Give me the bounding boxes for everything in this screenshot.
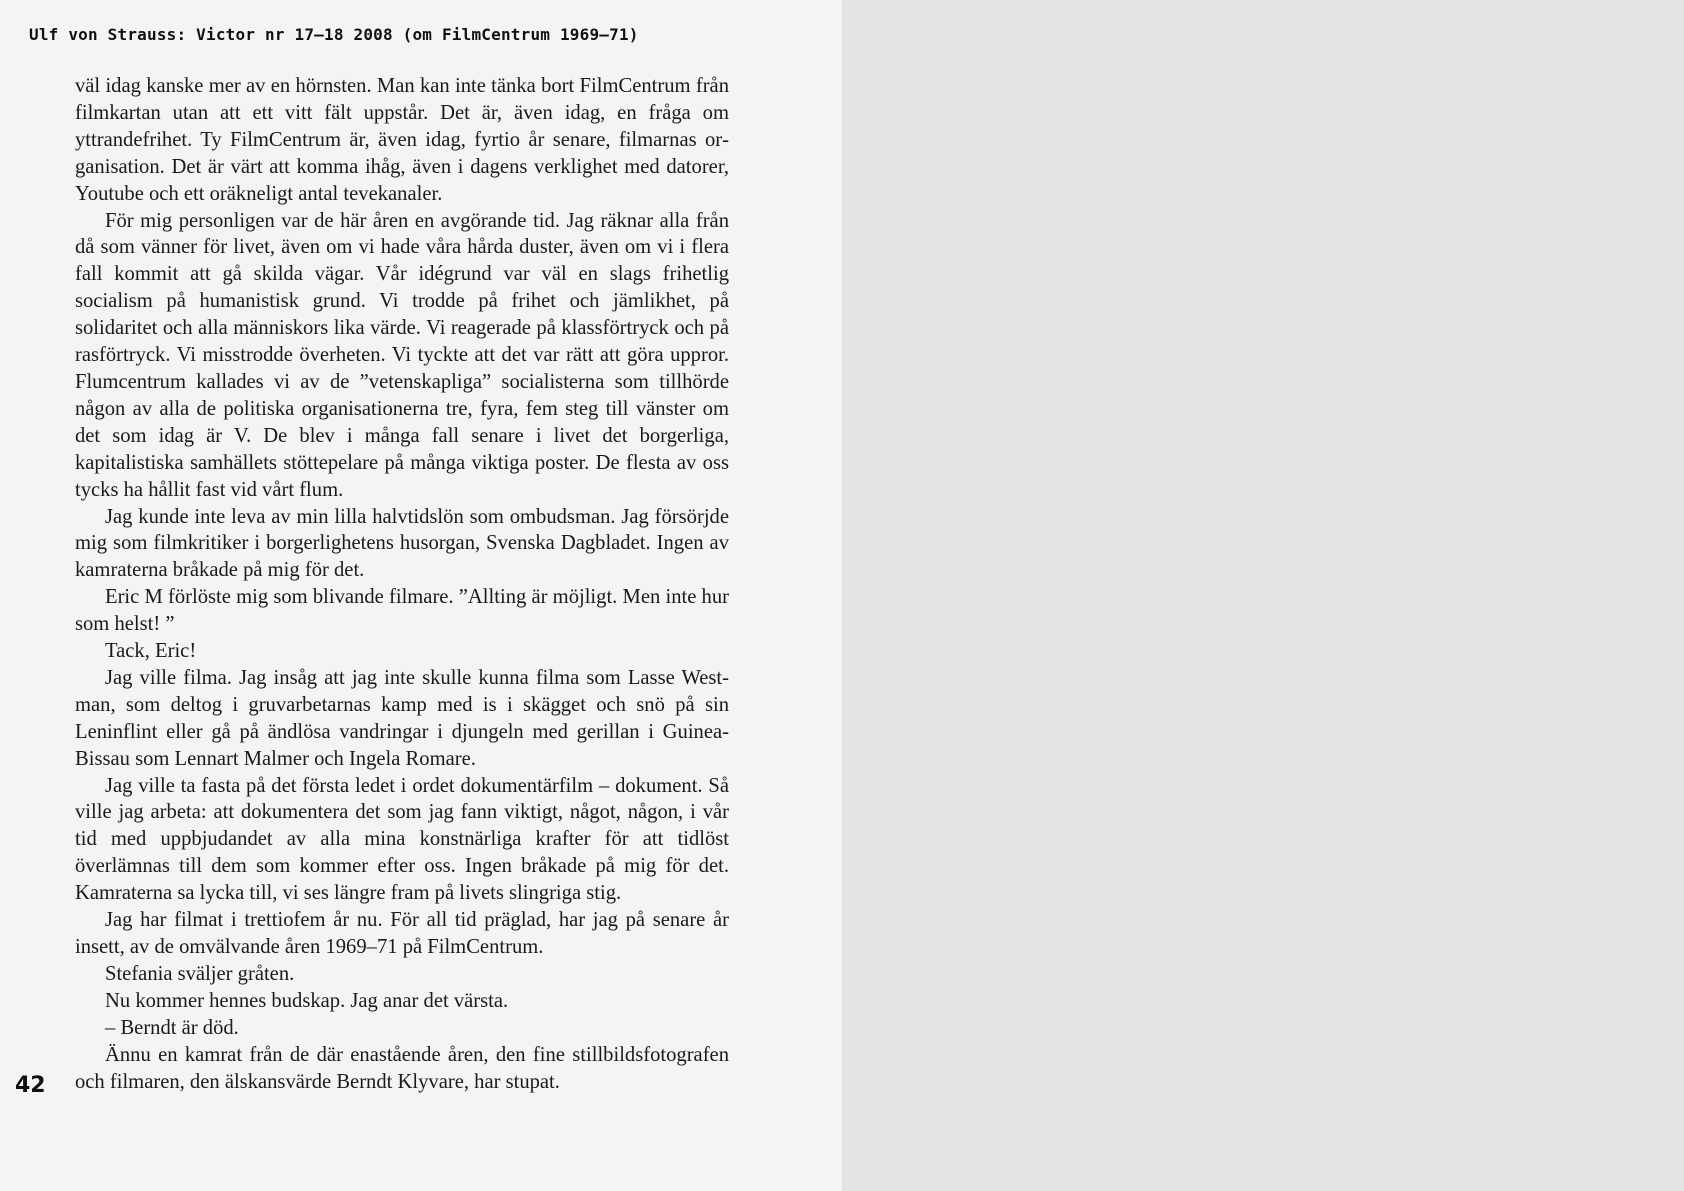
paragraph: Jag ville filma. Jag insåg att jag inte skulle kunna filma som Lasse Westman, som deltog i gruvarbetarnas kamp med is i skägget och snö på sin Leninflint eller gå på ändlösa vandringar i djungeln med gerillan i Guinea-Bissau som Lennart Malmer och Ingela Romare. [75, 666, 729, 770]
paragraph: Tack, Eric! [105, 640, 197, 663]
running-header: Ulf von Strauss: Victor nr 17–18 2008 (om FilmCentrum 1969–71) [29, 25, 639, 44]
paragraph: Jag har filmat i trettiofem år nu. För all tid präglad, har jag på senare år insett, av de omvälvande åren 1969–71 på FilmCentrum. [75, 909, 729, 958]
right-page-blank [842, 0, 1684, 1191]
paragraph: Jag ville ta fasta på det första ledet i ordet dokumentärfilm – dokument. Så ville jag arbeta: att dokumentera det som jag fann viktigt, något, någon, i vår tid med uppbjudandet av alla mina konstnärliga krafter för att tidlöst överlämnas till dem som kommer efter oss. Ingen bråkade på mig för det. Kamraterna sa lycka till, vi ses längre fram på livets slingriga stig. [75, 774, 729, 905]
paragraph: Ännu en kamrat från de där enastående åren, den fine stillbildsfotografen och filmaren, den älskansvärde Berndt Klyvare, har stupat. [75, 1043, 729, 1093]
paragraph: väl idag kanske mer av en hörnsten. Man kan inte tänka bort FilmCentrum från filmkartan utan att ett vitt fält uppstår. Det är, även idag, en fråga om yttrandefrihet. Ty FilmCentrum är, även idag, fyrtio år senare, filmarnas organisation. Det är värt att komma ihåg, även i dagens verklighet med datorer, Youtube och ett oräkneligt antal tevekanaler. [75, 75, 729, 205]
paragraph: För mig personligen var de här åren en avgörande tid. Jag räknar alla från då som vänner för livet, även om vi hade våra hårda duster, även om vi i flera fall kommit att gå skilda vägar. Vår idégrund var väl en slags frihetlig socialism på humanistisk grund. Vi trodde på frihet och jämlikhet, på solidaritet och alla människors lika värde. Vi reagerade på klassförtryck och på rasförtryck. Vi misstrodde överheten. Vi tyckte att det var rätt att göra uppror. Flumcentrum kallades vi av de ”vetenskapliga” socialisterna som tillhörde någon av alla de politiska organisationerna tre, fyra, fem steg till vänster om det som idag är V. De blev i många fall senare i livet det borgerliga, kapitalistiska samhällets stöttepelare på många viktiga poster. De flesta av oss tycks ha hållit fast vid vårt flum. [75, 209, 729, 501]
paragraph: Nu kommer hennes budskap. Jag anar det värsta. [105, 989, 509, 1012]
page-number: 42 [15, 1073, 46, 1098]
paragraph: Jag kunde inte leva av min lilla halvtidslön som ombudsman. Jag försörjde mig som filmkritiker i borgerlighetens husorgan, Svenska Dagbladet. Ingen av kamraterna bråkade på mig för det. [75, 505, 729, 582]
paragraph: – Berndt är död. [105, 1016, 239, 1039]
body-text [75, 73, 729, 1095]
paragraph: Stefania sväljer gråten. [105, 962, 295, 985]
paragraph: Eric M förlöste mig som blivande filmare. ”Allting är möjligt. Men inte hur som helst! ” [75, 586, 729, 636]
